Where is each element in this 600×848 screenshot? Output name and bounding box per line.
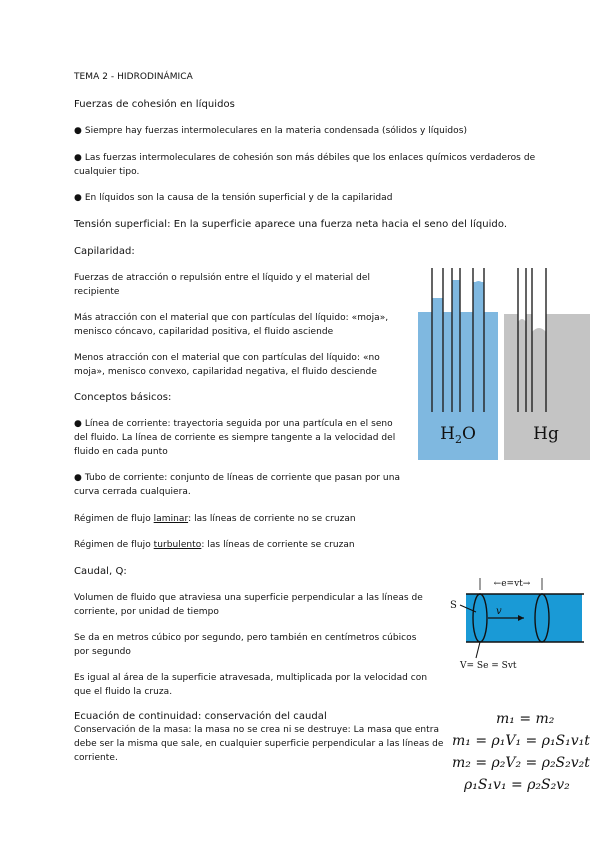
water-column-medium	[452, 280, 460, 312]
bullet-2-line-1: ● Las fuerzas intermoleculares de cohesión son más débiles que los enlaces químicos verdaderos de	[74, 153, 536, 163]
bullet-2-line-2: cualquier tipo.	[74, 167, 140, 177]
section-heading-cohesion: Fuerzas de cohesión en líquidos	[74, 99, 235, 110]
equation-4: ρ₁S₁v₁ = ρ₂S₂v₂	[464, 777, 570, 793]
caudal-p2-line-2: por segundo	[74, 647, 131, 657]
continuidad-line-1: Conservación de la masa: la masa no se crea ni se destruye: La masa que entra	[74, 725, 440, 735]
linea-corriente-line-3: fluido en cada punto	[74, 447, 168, 457]
capilaridad-heading: Capilaridad:	[74, 246, 135, 257]
caudal-p1-line-1: Volumen de fluido que atraviesa una superficie perpendicular a las líneas de	[74, 593, 423, 603]
caudal-p3-line-2: que el fluido la cruza.	[74, 687, 173, 697]
length-label: ←e=vt→	[493, 579, 531, 589]
conceptos-heading: Conceptos básicos:	[74, 392, 172, 403]
equation-3: m₂ = ρ₂V₂ = ρ₂S₂v₂t	[452, 755, 590, 771]
caudal-p1-line-2: corriente, por unidad de tiempo	[74, 607, 219, 617]
regimen-laminar-suffix: : las líneas de corriente no se cruzan	[188, 514, 356, 524]
flow-tube-figure	[446, 572, 586, 672]
equation-1: m₁ = m₂	[496, 711, 555, 727]
capilaridad-p1-line-2: recipiente	[74, 287, 120, 297]
regimen-turbulento-prefix: Régimen de flujo	[74, 540, 154, 550]
regimen-turbulento	[74, 538, 355, 552]
linea-corriente-line-2: del fluido. La línea de corriente es siempre tangente a la velocidad del	[74, 433, 396, 443]
water-column-wide	[432, 298, 443, 312]
regimen-laminar	[74, 512, 356, 526]
capillarity-figure	[418, 266, 590, 460]
caudal-heading: Caudal, Q:	[74, 566, 127, 577]
volume-label: V= Se = Svt	[460, 661, 517, 671]
regimen-laminar-prefix: Régimen de flujo	[74, 514, 154, 524]
surface-label: S	[450, 600, 457, 611]
capilaridad-p3-line-2: moja», menisco convexo, capilaridad negativa, el fluido desciende	[74, 367, 377, 377]
linea-corriente-line-1: ● Línea de corriente: trayectoria seguida por una partícula en el seno	[74, 419, 393, 429]
turbulento-word: turbulento	[153, 540, 202, 550]
tension-superficial: Tensión superficial: En la superficie aparece una fuerza neta hacia el seno del líquido.	[74, 219, 508, 230]
continuidad-heading: Ecuación de continuidad: conservación del caudal	[74, 711, 327, 722]
capilaridad-p3-line-1: Menos atracción con el material que con partículas del líquido: «no	[74, 353, 380, 363]
water-label: $H_2O$	[440, 424, 476, 446]
tubo-corriente-line-1: ● Tubo de corriente: conjunto de líneas de corriente que pasan por una	[74, 473, 401, 483]
bullet-3: ● En líquidos son la causa de la tensión superficial y de la capilaridad	[74, 193, 393, 203]
laminar-word: laminar	[153, 514, 189, 524]
caudal-p2-line-1: Se da en metros cúbico por segundo, pero también en centímetros cúbicos	[74, 633, 417, 643]
tubo-corriente-line-2: curva cerrada cualquiera.	[74, 487, 191, 497]
regimen-turbulento-suffix: : las líneas de corriente se cruzan	[201, 540, 355, 550]
continuidad-line-3: corriente.	[74, 753, 118, 763]
capilaridad-p2-line-1: Más atracción con el material que con partículas del líquido: «moja»,	[74, 313, 389, 323]
velocity-label: v	[496, 606, 502, 617]
page-title: TEMA 2 - HIDRODINÁMICA	[74, 72, 193, 82]
equation-2: m₁ = ρ₁V₁ = ρ₁S₁v₁t	[452, 733, 590, 749]
capilaridad-p2-line-2: menisco cóncavo, capilaridad positiva, el fluido asciende	[74, 327, 334, 337]
water-column-narrow	[473, 282, 484, 312]
mercury-label: Hg	[533, 424, 559, 444]
capilaridad-p1-line-1: Fuerzas de atracción o repulsión entre el líquido y el material del	[74, 273, 371, 283]
continuidad-line-2: debe ser la misma que sale, en cualquier superficie perpendicular a las líneas de	[74, 739, 444, 749]
caudal-p3-line-1: Es igual al área de la superficie atravesada, multiplicada por la velocidad con	[74, 673, 428, 683]
bullet-1: ● Siempre hay fuerzas intermoleculares en la materia condensada (sólidos y líquidos)	[74, 126, 468, 136]
